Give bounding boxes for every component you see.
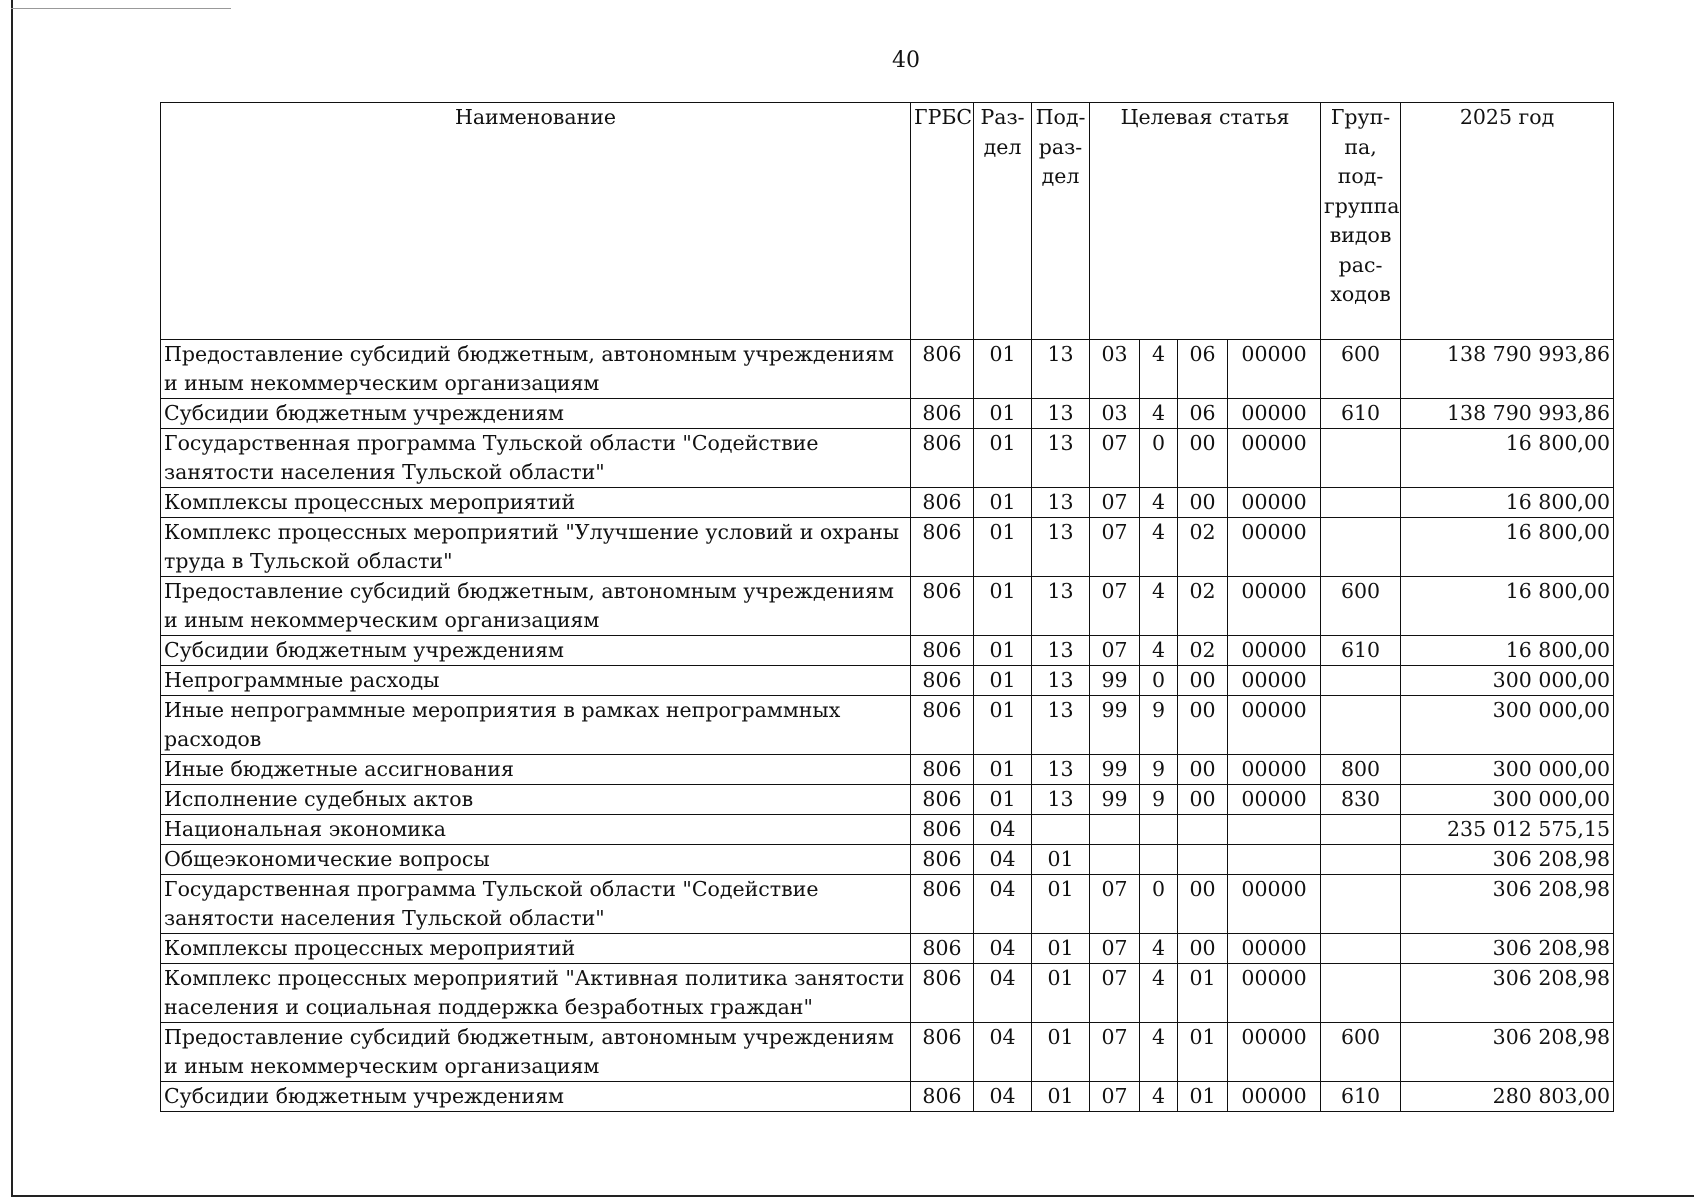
- row-name-cell: Комплексы процессных мероприятий: [161, 934, 911, 964]
- table-row: [161, 875, 1614, 934]
- row-target-type-cell: 9: [1140, 696, 1178, 755]
- row-target-direction-cell: 00000: [1228, 755, 1321, 785]
- row-target-program-cell: 99: [1090, 666, 1140, 696]
- row-grbs-cell: 806: [911, 636, 974, 666]
- row-target-type-cell: 4: [1140, 1023, 1178, 1082]
- row-name-cell: Предоставление субсидий бюджетным, автономным учреждениям и иным некоммерческим организациям: [161, 340, 911, 399]
- row-name-cell: Иные непрограммные мероприятия в рамках непрограммных расходов: [161, 696, 911, 755]
- row-target-type-cell: 0: [1140, 429, 1178, 488]
- row-grbs-cell: 806: [911, 875, 974, 934]
- table-row: [161, 399, 1614, 429]
- row-amount-cell: 300 000,00: [1401, 755, 1614, 785]
- row-razdel-cell: 01: [974, 755, 1032, 785]
- header-name: [161, 103, 911, 340]
- row-amount-cell: 306 208,98: [1401, 875, 1614, 934]
- row-target-program-cell: 07: [1090, 964, 1140, 1023]
- row-target-direction-cell: 00000: [1228, 429, 1321, 488]
- row-expense-group-cell: [1321, 875, 1401, 934]
- row-amount-cell: 306 208,98: [1401, 934, 1614, 964]
- header-razdel-text: Раз- дел: [980, 105, 1025, 159]
- row-target-direction-cell: 00000: [1228, 875, 1321, 934]
- header-grbs-text: ГРБС: [914, 105, 973, 129]
- row-target-subprogram-cell: 00: [1178, 488, 1228, 518]
- row-grbs-cell: 806: [911, 577, 974, 636]
- row-razdel-cell: 04: [974, 934, 1032, 964]
- row-podrazdel-cell: 13: [1032, 577, 1090, 636]
- row-expense-group-cell: 610: [1321, 399, 1401, 429]
- row-target-direction-cell: [1228, 815, 1321, 845]
- table-row: [161, 488, 1614, 518]
- row-grbs-cell: 806: [911, 518, 974, 577]
- row-target-subprogram-cell: [1178, 815, 1228, 845]
- row-razdel-cell: 01: [974, 399, 1032, 429]
- row-target-subprogram-cell: 06: [1178, 399, 1228, 429]
- row-grbs-cell: 806: [911, 1082, 974, 1112]
- row-target-program-cell: 07: [1090, 875, 1140, 934]
- header-expense-group: [1321, 103, 1401, 340]
- row-grbs-cell: 806: [911, 488, 974, 518]
- row-target-program-cell: 07: [1090, 1082, 1140, 1112]
- row-target-subprogram-cell: 00: [1178, 785, 1228, 815]
- row-grbs-cell: 806: [911, 399, 974, 429]
- header-group-text: Груп- па, под- группа видов рас- ходов: [1324, 105, 1400, 306]
- header-year: [1401, 103, 1614, 340]
- row-target-program-cell: 99: [1090, 696, 1140, 755]
- row-target-program-cell: 03: [1090, 340, 1140, 399]
- row-target-type-cell: 9: [1140, 755, 1178, 785]
- row-target-type-cell: 4: [1140, 488, 1178, 518]
- header-podrazdel-text: Под- раз- дел: [1035, 105, 1086, 188]
- row-amount-cell: 300 000,00: [1401, 785, 1614, 815]
- row-target-subprogram-cell: 01: [1178, 964, 1228, 1023]
- row-podrazdel-cell: 13: [1032, 785, 1090, 815]
- row-name-cell: Субсидии бюджетным учреждениям: [161, 399, 911, 429]
- row-expense-group-cell: [1321, 488, 1401, 518]
- page-frame-top-mark: [11, 8, 231, 9]
- row-target-subprogram-cell: 00: [1178, 429, 1228, 488]
- row-target-direction-cell: 00000: [1228, 1082, 1321, 1112]
- table-row: [161, 696, 1614, 755]
- row-podrazdel-cell: 13: [1032, 518, 1090, 577]
- row-podrazdel-cell: 13: [1032, 340, 1090, 399]
- row-razdel-cell: 01: [974, 636, 1032, 666]
- table-row: [161, 636, 1614, 666]
- row-grbs-cell: 806: [911, 845, 974, 875]
- row-target-direction-cell: 00000: [1228, 696, 1321, 755]
- row-name-cell: Непрограммные расходы: [161, 666, 911, 696]
- row-grbs-cell: 806: [911, 785, 974, 815]
- row-expense-group-cell: [1321, 696, 1401, 755]
- row-target-direction-cell: 00000: [1228, 577, 1321, 636]
- page-frame-left-border: [11, 0, 13, 1196]
- row-name-cell: Комплекс процессных мероприятий "Активная политика занятости населения и социальная поддержка безработных граждан": [161, 964, 911, 1023]
- row-podrazdel-cell: 13: [1032, 399, 1090, 429]
- row-target-program-cell: [1090, 815, 1140, 845]
- row-target-direction-cell: 00000: [1228, 399, 1321, 429]
- table-row: [161, 1023, 1614, 1082]
- row-expense-group-cell: 610: [1321, 636, 1401, 666]
- row-podrazdel-cell: 13: [1032, 666, 1090, 696]
- row-target-direction-cell: 00000: [1228, 934, 1321, 964]
- table-row: [161, 1082, 1614, 1112]
- row-grbs-cell: 806: [911, 755, 974, 785]
- row-name-cell: Предоставление субсидий бюджетным, автономным учреждениям и иным некоммерческим организациям: [161, 1023, 911, 1082]
- row-target-subprogram-cell: 06: [1178, 340, 1228, 399]
- row-target-subprogram-cell: 00: [1178, 934, 1228, 964]
- row-amount-cell: 138 790 993,86: [1401, 399, 1614, 429]
- row-target-subprogram-cell: 01: [1178, 1082, 1228, 1112]
- row-amount-cell: 300 000,00: [1401, 666, 1614, 696]
- row-amount-cell: 16 800,00: [1401, 518, 1614, 577]
- row-target-subprogram-cell: 02: [1178, 577, 1228, 636]
- row-amount-cell: 280 803,00: [1401, 1082, 1614, 1112]
- row-grbs-cell: 806: [911, 934, 974, 964]
- header-target-article: [1090, 103, 1321, 340]
- row-amount-cell: 235 012 575,15: [1401, 815, 1614, 845]
- row-amount-cell: 16 800,00: [1401, 488, 1614, 518]
- row-podrazdel-cell: 13: [1032, 696, 1090, 755]
- row-target-program-cell: 07: [1090, 636, 1140, 666]
- row-target-type-cell: [1140, 815, 1178, 845]
- row-name-cell: Субсидии бюджетным учреждениям: [161, 1082, 911, 1112]
- row-expense-group-cell: 830: [1321, 785, 1401, 815]
- row-razdel-cell: 01: [974, 666, 1032, 696]
- table-row: [161, 815, 1614, 845]
- row-target-program-cell: 07: [1090, 577, 1140, 636]
- row-target-direction-cell: 00000: [1228, 518, 1321, 577]
- table-row: [161, 518, 1614, 577]
- table-row: [161, 429, 1614, 488]
- row-target-program-cell: 07: [1090, 429, 1140, 488]
- row-razdel-cell: 01: [974, 340, 1032, 399]
- row-razdel-cell: 01: [974, 488, 1032, 518]
- row-name-cell: Национальная экономика: [161, 815, 911, 845]
- row-target-subprogram-cell: 01: [1178, 1023, 1228, 1082]
- row-target-direction-cell: 00000: [1228, 488, 1321, 518]
- row-target-program-cell: 03: [1090, 399, 1140, 429]
- table-row: [161, 666, 1614, 696]
- table-row: [161, 845, 1614, 875]
- row-amount-cell: 300 000,00: [1401, 696, 1614, 755]
- row-amount-cell: 16 800,00: [1401, 636, 1614, 666]
- row-target-program-cell: 07: [1090, 518, 1140, 577]
- row-expense-group-cell: [1321, 815, 1401, 845]
- table-body: [161, 340, 1614, 1112]
- row-name-cell: Исполнение судебных актов: [161, 785, 911, 815]
- row-podrazdel-cell: 13: [1032, 755, 1090, 785]
- row-expense-group-cell: 600: [1321, 1023, 1401, 1082]
- row-expense-group-cell: [1321, 666, 1401, 696]
- row-grbs-cell: 806: [911, 815, 974, 845]
- row-expense-group-cell: [1321, 845, 1401, 875]
- row-amount-cell: 306 208,98: [1401, 964, 1614, 1023]
- row-target-subprogram-cell: 00: [1178, 875, 1228, 934]
- row-grbs-cell: 806: [911, 666, 974, 696]
- header-target-text: Целевая статья: [1120, 105, 1290, 129]
- row-target-type-cell: 4: [1140, 577, 1178, 636]
- row-target-program-cell: 07: [1090, 934, 1140, 964]
- header-year-text: 2025 год: [1459, 105, 1555, 129]
- row-target-direction-cell: 00000: [1228, 1023, 1321, 1082]
- row-target-program-cell: 99: [1090, 785, 1140, 815]
- row-razdel-cell: 04: [974, 1082, 1032, 1112]
- row-podrazdel-cell: 01: [1032, 934, 1090, 964]
- row-target-type-cell: 4: [1140, 934, 1178, 964]
- row-target-type-cell: 4: [1140, 964, 1178, 1023]
- row-grbs-cell: 806: [911, 340, 974, 399]
- row-target-program-cell: 99: [1090, 755, 1140, 785]
- row-expense-group-cell: [1321, 429, 1401, 488]
- row-name-cell: Комплекс процессных мероприятий "Улучшение условий и охраны труда в Тульской области": [161, 518, 911, 577]
- row-amount-cell: 306 208,98: [1401, 1023, 1614, 1082]
- row-target-direction-cell: 00000: [1228, 636, 1321, 666]
- row-name-cell: Общеэкономические вопросы: [161, 845, 911, 875]
- table-row: [161, 785, 1614, 815]
- row-podrazdel-cell: 13: [1032, 488, 1090, 518]
- row-name-cell: Иные бюджетные ассигнования: [161, 755, 911, 785]
- table-row: [161, 755, 1614, 785]
- page-frame-bottom-border: [11, 1195, 1694, 1197]
- row-razdel-cell: 01: [974, 577, 1032, 636]
- row-podrazdel-cell: 01: [1032, 964, 1090, 1023]
- row-grbs-cell: 806: [911, 1023, 974, 1082]
- table-row: [161, 340, 1614, 399]
- row-expense-group-cell: 800: [1321, 755, 1401, 785]
- row-target-subprogram-cell: 00: [1178, 696, 1228, 755]
- row-razdel-cell: 04: [974, 845, 1032, 875]
- row-expense-group-cell: [1321, 934, 1401, 964]
- row-podrazdel-cell: 13: [1032, 429, 1090, 488]
- header-grbs: [911, 103, 974, 340]
- row-grbs-cell: 806: [911, 429, 974, 488]
- row-grbs-cell: 806: [911, 696, 974, 755]
- row-expense-group-cell: [1321, 518, 1401, 577]
- row-razdel-cell: 01: [974, 429, 1032, 488]
- row-razdel-cell: 04: [974, 875, 1032, 934]
- row-amount-cell: 16 800,00: [1401, 429, 1614, 488]
- row-target-type-cell: 4: [1140, 399, 1178, 429]
- row-razdel-cell: 01: [974, 518, 1032, 577]
- row-podrazdel-cell: [1032, 815, 1090, 845]
- row-target-direction-cell: 00000: [1228, 964, 1321, 1023]
- table-row: [161, 964, 1614, 1023]
- budget-table: [160, 102, 1614, 1112]
- row-razdel-cell: 01: [974, 696, 1032, 755]
- row-target-type-cell: 0: [1140, 875, 1178, 934]
- row-target-program-cell: 07: [1090, 1023, 1140, 1082]
- row-expense-group-cell: 600: [1321, 577, 1401, 636]
- row-target-type-cell: [1140, 845, 1178, 875]
- row-podrazdel-cell: 01: [1032, 875, 1090, 934]
- row-name-cell: Государственная программа Тульской области "Содействие занятости населения Тульской области": [161, 429, 911, 488]
- row-name-cell: Государственная программа Тульской области "Содействие занятости населения Тульской области": [161, 875, 911, 934]
- row-target-type-cell: 4: [1140, 636, 1178, 666]
- row-target-type-cell: 9: [1140, 785, 1178, 815]
- row-name-cell: Предоставление субсидий бюджетным, автономным учреждениям и иным некоммерческим организациям: [161, 577, 911, 636]
- row-name-cell: Субсидии бюджетным учреждениям: [161, 636, 911, 666]
- row-target-direction-cell: 00000: [1228, 785, 1321, 815]
- row-target-direction-cell: 00000: [1228, 666, 1321, 696]
- row-razdel-cell: 01: [974, 785, 1032, 815]
- row-name-cell: Комплексы процессных мероприятий: [161, 488, 911, 518]
- header-razdel: [974, 103, 1032, 340]
- row-target-subprogram-cell: 00: [1178, 755, 1228, 785]
- row-podrazdel-cell: 01: [1032, 845, 1090, 875]
- row-target-direction-cell: 00000: [1228, 340, 1321, 399]
- row-podrazdel-cell: 01: [1032, 1082, 1090, 1112]
- row-amount-cell: 16 800,00: [1401, 577, 1614, 636]
- header-name-text: Наименование: [454, 105, 617, 129]
- row-razdel-cell: 04: [974, 815, 1032, 845]
- row-expense-group-cell: 610: [1321, 1082, 1401, 1112]
- row-target-type-cell: 4: [1140, 1082, 1178, 1112]
- row-grbs-cell: 806: [911, 964, 974, 1023]
- row-amount-cell: 306 208,98: [1401, 845, 1614, 875]
- row-target-type-cell: 4: [1140, 518, 1178, 577]
- table-header-row: [161, 103, 1614, 340]
- row-podrazdel-cell: 13: [1032, 636, 1090, 666]
- row-razdel-cell: 04: [974, 1023, 1032, 1082]
- row-target-type-cell: 0: [1140, 666, 1178, 696]
- row-target-subprogram-cell: 00: [1178, 666, 1228, 696]
- table-row: [161, 934, 1614, 964]
- row-podrazdel-cell: 01: [1032, 1023, 1090, 1082]
- row-target-program-cell: 07: [1090, 488, 1140, 518]
- header-podrazdel: [1032, 103, 1090, 340]
- row-expense-group-cell: [1321, 964, 1401, 1023]
- row-expense-group-cell: 600: [1321, 340, 1401, 399]
- row-target-subprogram-cell: 02: [1178, 636, 1228, 666]
- page-number: 40: [892, 48, 920, 73]
- row-target-direction-cell: [1228, 845, 1321, 875]
- row-target-type-cell: 4: [1140, 340, 1178, 399]
- table-row: [161, 577, 1614, 636]
- row-target-program-cell: [1090, 845, 1140, 875]
- row-razdel-cell: 04: [974, 964, 1032, 1023]
- row-target-subprogram-cell: [1178, 845, 1228, 875]
- row-amount-cell: 138 790 993,86: [1401, 340, 1614, 399]
- row-target-subprogram-cell: 02: [1178, 518, 1228, 577]
